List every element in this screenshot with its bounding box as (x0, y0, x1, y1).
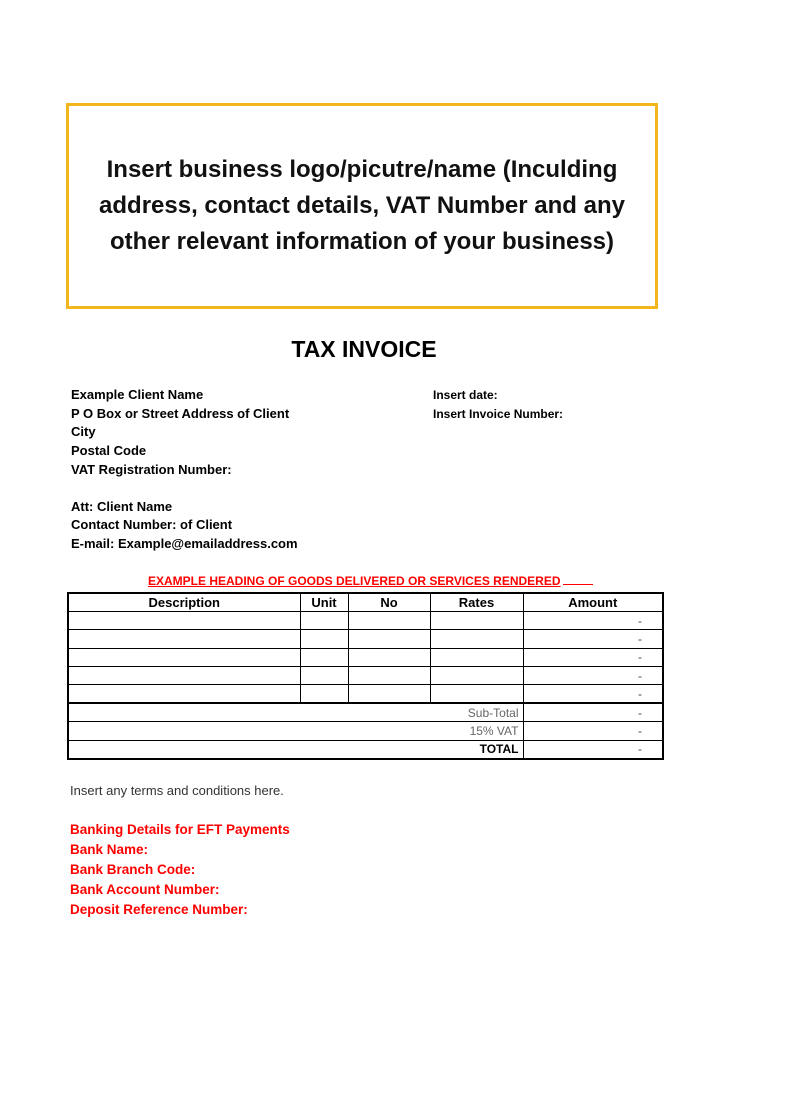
bank-account-number: Bank Account Number: (70, 882, 220, 897)
amount-cell: - (523, 667, 663, 685)
rates-cell[interactable] (430, 630, 523, 648)
no-cell[interactable] (348, 667, 430, 685)
table-row (68, 648, 663, 666)
client-address: P O Box or Street Address of Client (71, 405, 290, 421)
amount-cell: - (523, 685, 663, 703)
description-cell[interactable] (68, 685, 300, 703)
description-cell[interactable] (68, 611, 300, 629)
table-header-row (68, 593, 663, 611)
amount-cell: - (523, 611, 663, 629)
client-details (71, 386, 298, 554)
terms-text: Insert any terms and conditions here. (70, 783, 284, 798)
subtotal-label: Sub-Total (68, 703, 523, 721)
total-label: TOTAL (68, 740, 523, 758)
client-postal-code: Postal Code (71, 443, 147, 459)
unit-cell[interactable] (300, 611, 348, 629)
unit-cell[interactable] (300, 630, 348, 648)
rates-cell[interactable] (430, 667, 523, 685)
goods-heading: EXAMPLE HEADING OF GOODS DELIVERED OR SERVICES RENDERED (148, 574, 593, 588)
rates-cell[interactable] (430, 648, 523, 666)
no-cell[interactable] (348, 611, 430, 629)
header-rates: Rates (430, 593, 523, 611)
header-description: Description (68, 593, 300, 611)
banking-heading: Banking Details for EFT Payments (70, 822, 290, 837)
description-cell[interactable] (68, 667, 300, 685)
deposit-reference: Deposit Reference Number: (70, 902, 248, 917)
banking-details (70, 820, 290, 920)
no-cell[interactable] (348, 685, 430, 703)
invoice-meta (433, 386, 563, 424)
description-cell[interactable] (68, 630, 300, 648)
client-vat: VAT Registration Number: (71, 461, 232, 477)
unit-cell[interactable] (300, 685, 348, 703)
table-row (68, 667, 663, 685)
bank-name: Bank Name: (70, 842, 149, 857)
total-value: - (523, 740, 663, 758)
header-amount: Amount (523, 593, 663, 611)
rates-cell[interactable] (430, 611, 523, 629)
no-cell[interactable] (348, 648, 430, 666)
vat-value: - (523, 722, 663, 740)
business-info-text: Insert business logo/picutre/name (Inculding address, contact details, VAT Number and any other relevant information of your business) (99, 156, 625, 255)
amount-cell: - (523, 630, 663, 648)
client-att: Att: Client Name (71, 498, 173, 514)
header-unit: Unit (300, 593, 348, 611)
amount-cell: - (523, 648, 663, 666)
rates-cell[interactable] (430, 685, 523, 703)
subtotal-value: - (523, 703, 663, 721)
table-row (68, 685, 663, 703)
client-city: City (71, 424, 96, 440)
header-no: No (348, 593, 430, 611)
total-row (68, 740, 663, 758)
bank-branch-code: Bank Branch Code: (70, 862, 196, 877)
page-title: TAX INVOICE (291, 336, 437, 362)
business-logo-placeholder (66, 103, 658, 309)
invoice-number-label: Insert Invoice Number: (433, 407, 564, 421)
client-name: Example Client Name (71, 387, 204, 402)
unit-cell[interactable] (300, 667, 348, 685)
invoice-date-label: Insert date: (433, 388, 498, 402)
table-row (68, 611, 663, 629)
client-contact: Contact Number: of Client (71, 517, 233, 533)
no-cell[interactable] (348, 630, 430, 648)
unit-cell[interactable] (300, 648, 348, 666)
invoice-table (67, 592, 664, 760)
subtotal-row (68, 703, 663, 721)
description-cell[interactable] (68, 648, 300, 666)
vat-row (68, 722, 663, 740)
client-email: E-mail: Example@emailaddress.com (71, 535, 298, 551)
table-row (68, 630, 663, 648)
vat-label: 15% VAT (68, 722, 523, 740)
